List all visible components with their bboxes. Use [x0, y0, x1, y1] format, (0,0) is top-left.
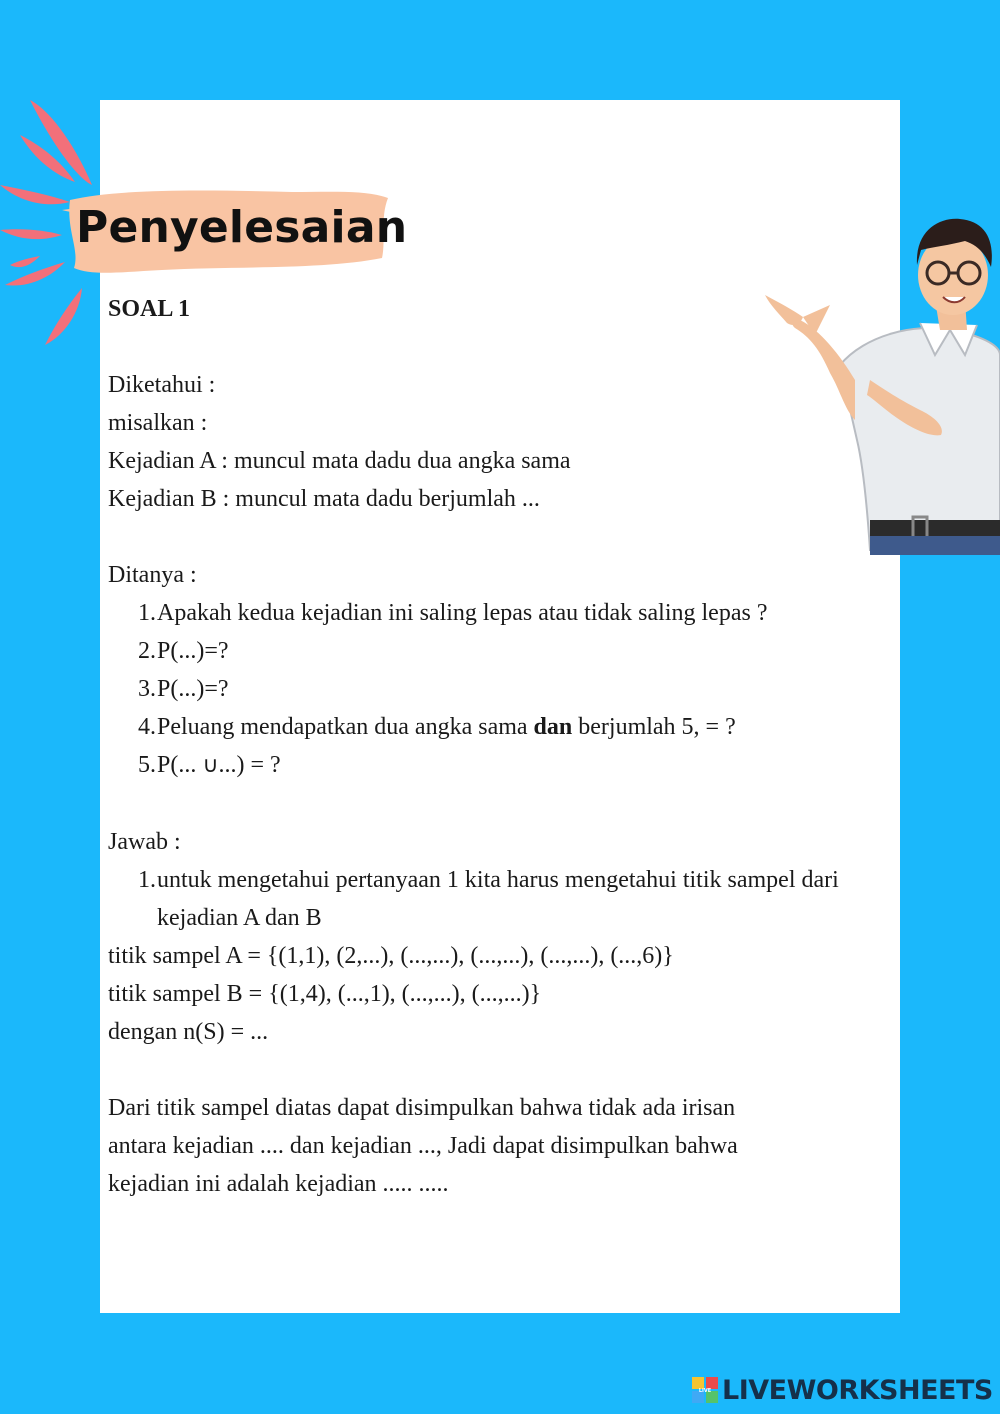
sample-space-total: dengan n(S) = ...: [108, 1019, 269, 1045]
item-number: 5.: [138, 752, 156, 778]
item-number: 1.: [138, 600, 156, 626]
page-title: Penyelesaian: [76, 202, 408, 253]
jawab-label: Jawab :: [108, 829, 181, 855]
item-number: 3.: [138, 676, 156, 702]
svg-text:LIVE: LIVE: [698, 1388, 712, 1394]
item-text: P(...)=?: [157, 676, 229, 702]
liveworksheets-name: LIVEWORKSHEETS: [722, 1374, 993, 1406]
solution-content: [108, 290, 898, 1203]
item-number: 4.: [138, 714, 156, 740]
ditanya-item: [108, 670, 898, 708]
sample-space-b: titik sampel B = {(1,4), (...,1), (...,...), (...,...)}: [108, 981, 542, 1007]
ditanya-label: Ditanya :: [108, 562, 197, 588]
item-number: 1.: [138, 867, 156, 893]
diketahui-line: Kejadian A : muncul mata dadu dua angka sama: [108, 448, 571, 474]
conclusion-line: kejadian ini adalah kejadian ..... .....: [108, 1171, 449, 1197]
conclusion-line: antara kejadian .... dan kejadian ..., Jadi dapat disimpulkan bahwa: [108, 1133, 738, 1159]
item-text: untuk mengetahui pertanyaan 1 kita harus mengetahui titik sampel dari kejadian A dan B: [157, 867, 839, 931]
ditanya-item: [108, 632, 898, 670]
soal-heading: SOAL 1: [108, 296, 191, 322]
union-symbol: ∪: [202, 753, 219, 778]
diketahui-line: misalkan :: [108, 410, 208, 436]
liveworksheets-logo-icon: [692, 1377, 718, 1403]
item-text: P(... ∪...) = ?: [157, 752, 281, 778]
jawab-item: [108, 861, 898, 937]
ditanya-item: [108, 708, 898, 746]
diketahui-label: Diketahui :: [108, 372, 216, 398]
conclusion-line: Dari titik sampel diatas dapat disimpulkan bahwa tidak ada irisan: [108, 1095, 736, 1121]
ditanya-item: [108, 746, 898, 785]
item-number: 2.: [138, 638, 156, 664]
item-text: P(...)=?: [157, 638, 229, 664]
item-text: Apakah kedua kejadian ini saling lepas atau tidak saling lepas ?: [157, 600, 768, 626]
liveworksheets-brand: [692, 1372, 993, 1408]
diketahui-line: Kejadian B : muncul mata dadu berjumlah ...: [108, 486, 540, 512]
item-text: Peluang mendapatkan dua angka sama dan berjumlah 5, = ?: [157, 714, 736, 740]
ditanya-item: [108, 594, 898, 632]
sample-space-a: titik sampel A = {(1,1), (2,...), (...,...), (...,...), (...,...), (...,6)}: [108, 943, 674, 969]
